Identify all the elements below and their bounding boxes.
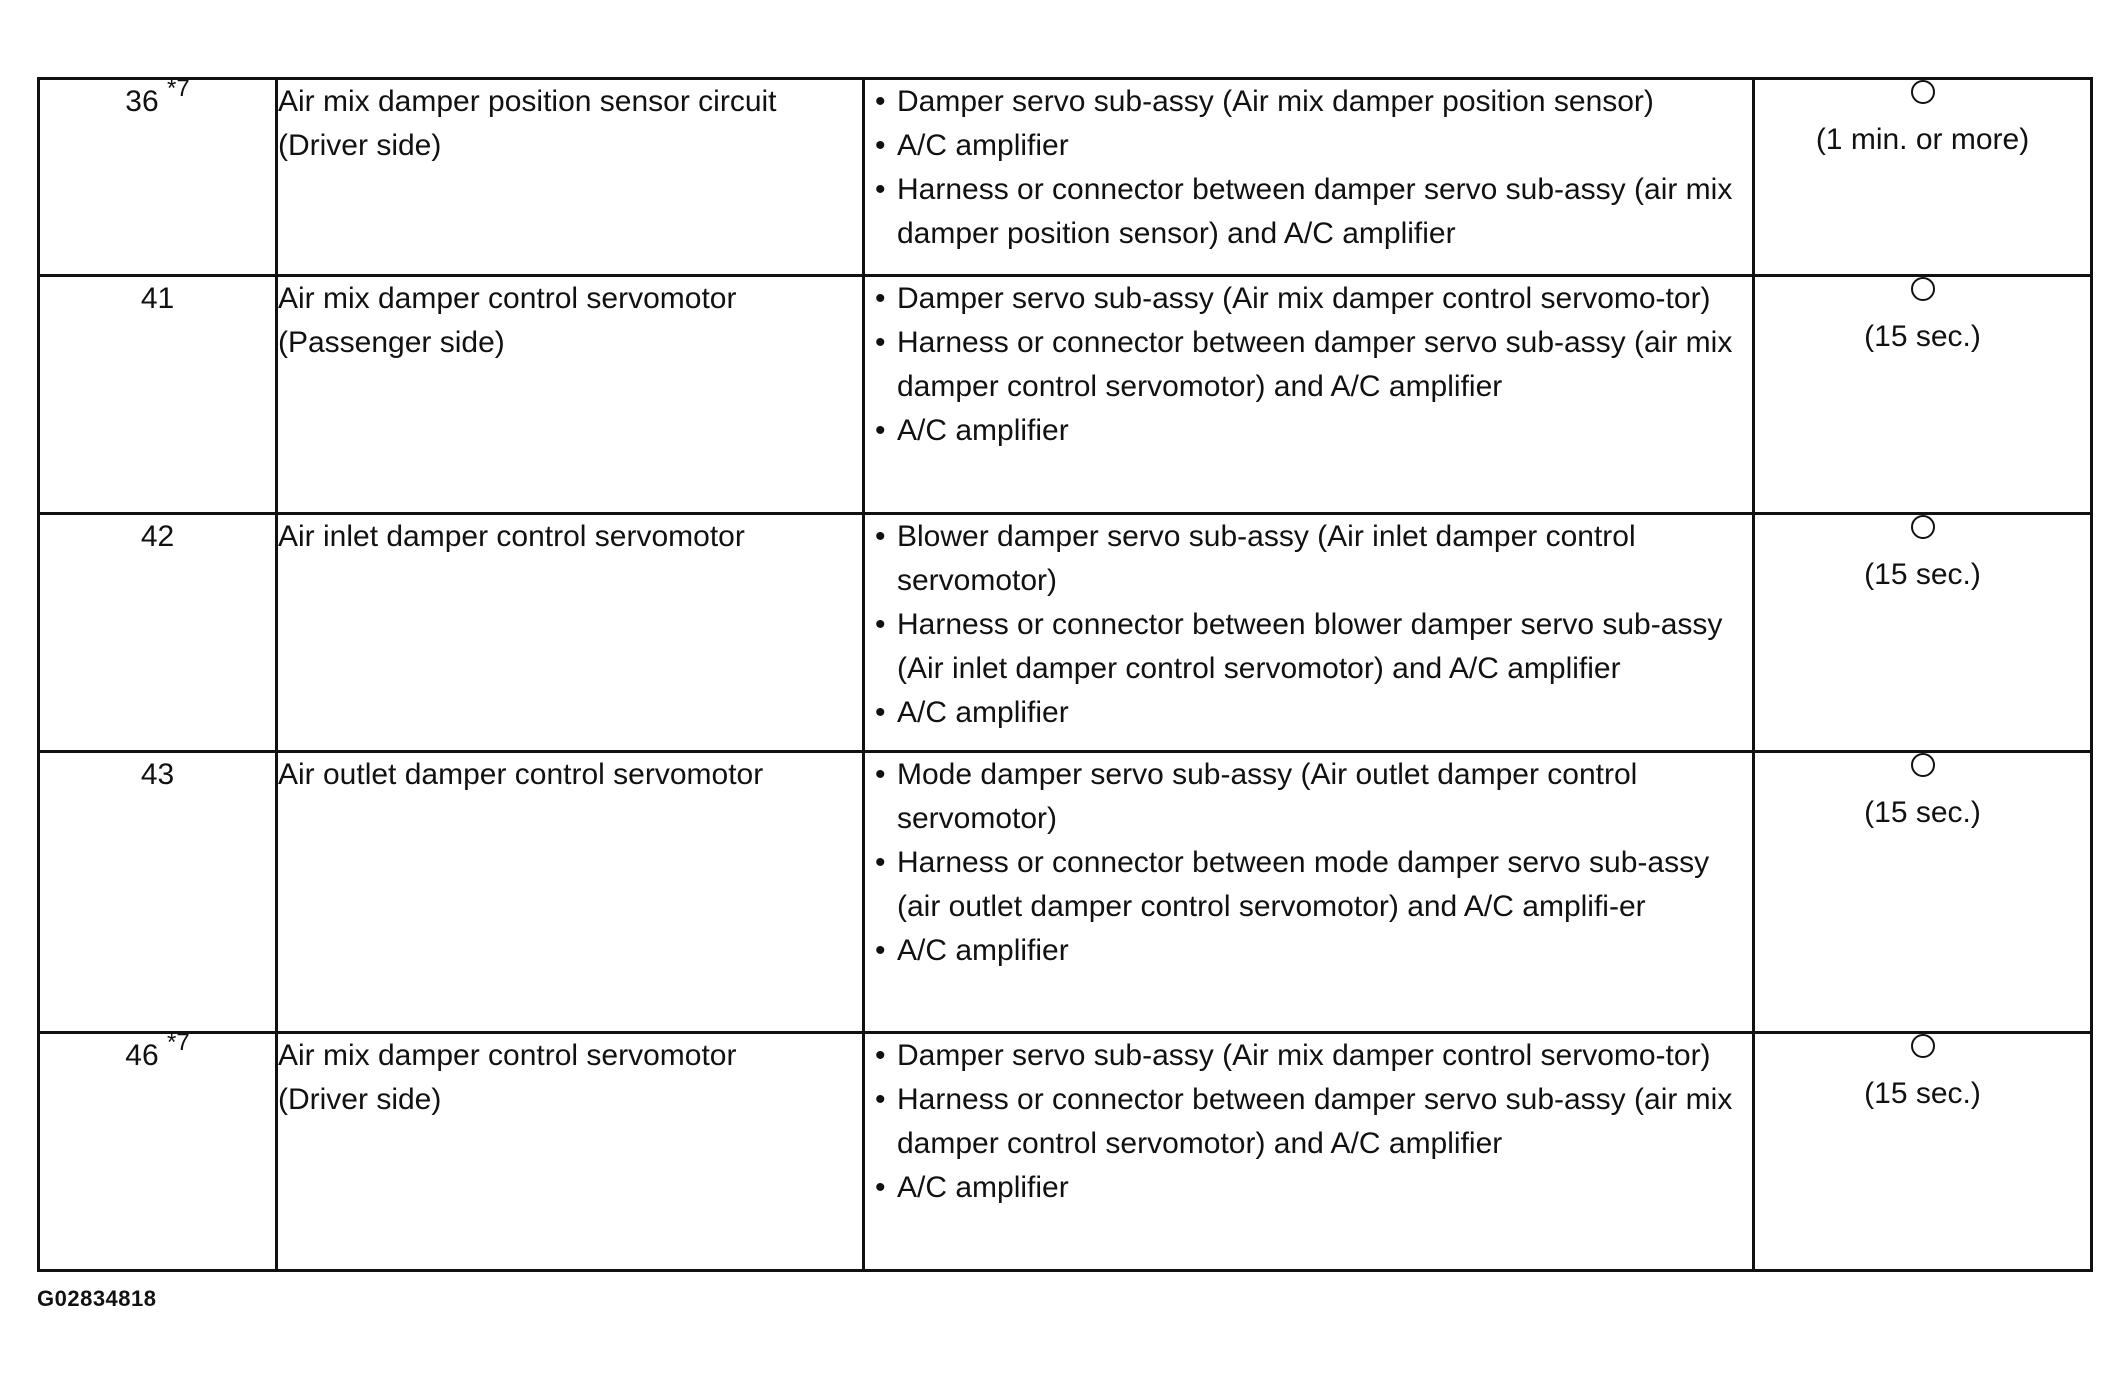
table-row [39,79,2092,276]
dtc-code: 36 [125,85,159,118]
circle-mark-icon [1911,515,1935,539]
check-cell [1754,752,2092,1033]
trouble-area-cell [864,752,1754,1033]
dtc-code-note: *7 [167,75,190,102]
check-time: (15 sec.) [1864,558,1981,591]
table-row [39,1033,2092,1271]
table-row [39,514,2092,752]
trouble-area-item: • A/C amplifier [865,409,1752,453]
trouble-area-item: • A/C amplifier [865,1166,1752,1210]
trouble-area-list [865,753,1752,973]
detection-item-cell [277,79,864,276]
circle-mark-icon [1911,753,1935,777]
dtc-code-cell [39,276,277,514]
trouble-area-cell [864,514,1754,752]
detection-item-line: (Driver side) [278,129,442,162]
circle-mark-icon [1911,80,1935,104]
trouble-area-item: • Damper servo sub-assy (Air mix damper position sensor) [865,80,1752,124]
circle-mark-icon [1911,277,1935,301]
check-time: (15 sec.) [1864,320,1981,353]
detection-item-line: (Driver side) [278,1083,442,1116]
detection-item-line: Air mix damper control servomotor [278,282,737,315]
trouble-area-item: • Blower damper servo sub-assy (Air inlet damper control servomotor) [865,515,1752,603]
dtc-code: 46 [125,1039,159,1072]
check-cell [1754,514,2092,752]
dtc-code: 42 [140,520,175,553]
check-cell [1754,276,2092,514]
detection-item-line: Air inlet damper control servomotor [278,520,745,553]
table-row [39,752,2092,1033]
circle-mark-icon [1911,1034,1935,1058]
dtc-code-cell [39,1029,277,1271]
trouble-area-list [865,80,1752,256]
figure-id: G02834818 [37,1286,157,1311]
check-cell [1754,79,2092,276]
detection-item-line: Air mix damper control servomotor [278,1039,737,1072]
trouble-area-item: • Harness or connector between damper servo sub-assy (air mix damper control servomotor) and A/C amplifier [865,1078,1752,1166]
detection-item-line: Air outlet damper control servomotor [278,758,764,791]
detection-item-cell [277,514,864,752]
dtc-code: 43 [140,758,175,791]
dtc-table [37,77,2093,1272]
trouble-area-item: • Harness or connector between damper servo sub-assy (air mix damper control servomotor) and A/C amplifier [865,321,1752,409]
table-row [39,276,2092,514]
trouble-area-item: • Harness or connector between damper servo sub-assy (air mix damper position sensor) and A/C amplifier [865,168,1752,256]
trouble-area-item: • A/C amplifier [865,124,1752,168]
check-time: (1 min. or more) [1815,123,2030,156]
detection-item-cell [277,752,864,1033]
detection-item-line: Air mix damper position sensor circuit [278,85,777,118]
trouble-area-item: • Damper servo sub-assy (Air mix damper control servomo-tor) [865,1034,1752,1078]
dtc-code-cell [39,752,277,1033]
dtc-code-cell [39,514,277,752]
dtc-code-note: *7 [167,1029,190,1056]
trouble-area-cell [864,276,1754,514]
check-time: (15 sec.) [1864,796,1981,829]
check-time: (15 sec.) [1864,1077,1981,1110]
check-cell [1754,1033,2092,1271]
trouble-area-cell [864,1033,1754,1271]
trouble-area-item: • Mode damper servo sub-assy (Air outlet damper control servomotor) [865,753,1752,841]
detection-item-cell [277,1033,864,1271]
trouble-area-item: • A/C amplifier [865,691,1752,735]
trouble-area-list [865,515,1752,735]
trouble-area-cell [864,79,1754,276]
trouble-area-list [865,1034,1752,1210]
detection-item-cell [277,276,864,514]
trouble-area-list [865,277,1752,453]
detection-item-line: (Passenger side) [278,326,505,359]
trouble-area-item: • A/C amplifier [865,929,1752,973]
trouble-area-item: • Harness or connector between blower damper servo sub-assy (Air inlet damper control servomotor) and A/C amplifier [865,603,1752,691]
dtc-code-cell [39,75,277,276]
trouble-area-item: • Harness or connector between mode damper servo sub-assy (air outlet damper control servomotor) and A/C amplifi-er [865,841,1752,929]
dtc-code: 41 [140,282,175,315]
trouble-area-item: • Damper servo sub-assy (Air mix damper control servomo-tor) [865,277,1752,321]
